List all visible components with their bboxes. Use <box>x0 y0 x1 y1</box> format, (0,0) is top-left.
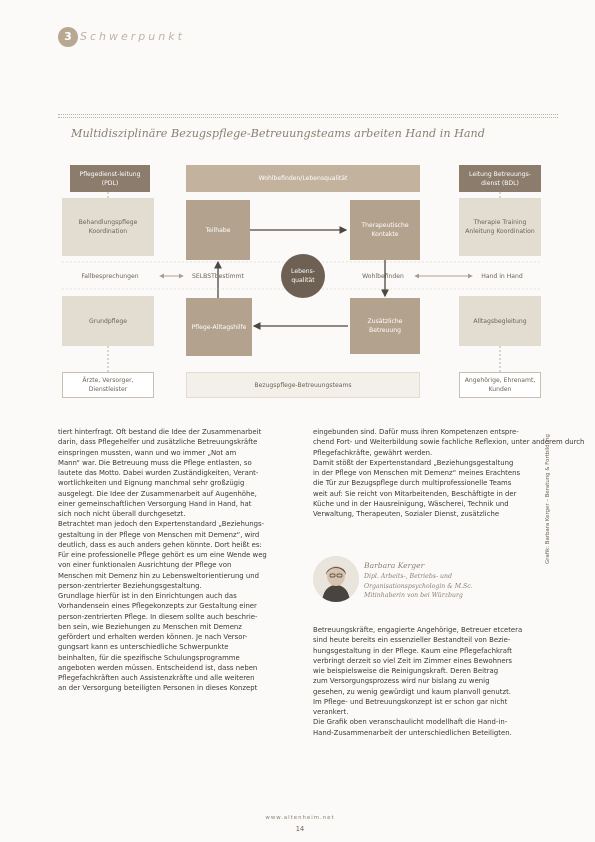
right-column-text-bottom <box>313 625 522 738</box>
label-selbstbestimmt: SELBSTbestimmt <box>192 272 244 280</box>
author-detail-line: Organisationspsychologin & M.Sc. <box>364 582 473 590</box>
box-grundpflege: Grundpflege <box>62 296 154 346</box>
text-line: verbringt derzeit so viel Zeit im Zimmer eines Bewohners <box>313 656 513 665</box>
figure-credit: Grafik: Barbara Kerger – Beratung & Fortbildung <box>545 434 551 564</box>
box-aerzte: Ärzte, Versorger, Dienstleister <box>62 372 154 398</box>
text-line: Die Grafik oben veranschaulicht modellhaft die Hand-in- <box>313 718 508 727</box>
text-line: lautete das Motto. Dabei wurden Zuständigkeiten, Verant- <box>58 469 259 477</box>
text-line: Verwaltung, Therapeuten, Sozialer Dienst, zusätzliche <box>313 510 500 518</box>
circle-lebensqualitaet: Lebens-qualität <box>281 254 325 298</box>
text-line: die Tür zur Bezugspflege durch multiprofessionelle Teams <box>313 479 512 488</box>
text-line: gungsart kann es unterschiedliche Schwerpunkte <box>58 643 229 652</box>
figure-title: Multidisziplinäre Bezugspflege-Betreuungsteams arbeiten Hand in Hand <box>71 127 485 140</box>
text-line: Grundlage hierfür ist in den Einrichtungen auch das <box>58 592 237 600</box>
text-line: Pflegefachkräfte, gewährt werden. <box>313 448 433 457</box>
text-line: einer gemeinschaftlichen Versorgung Hand in Hand, hat <box>58 499 252 508</box>
text-line: Pflegefachkräften auch Assistenzkräfte und alle weiteren <box>58 674 255 682</box>
label-wohlbefinden: Wohlbefinden <box>362 272 404 280</box>
right-column-text-top <box>313 427 584 519</box>
text-line: von einer funktionalen Ausrichtung der Pflege von <box>58 561 232 570</box>
box-zusaetzliche-betreuung: Zusätzliche Betreuung <box>350 298 420 354</box>
text-line: darin, dass Pflegehelfer und zusätzliche Betreuungskräfte <box>58 438 258 447</box>
box-bdl: Leitung Betreuungs-dienst (BDL) <box>459 165 541 192</box>
text-line: Betreuungskräfte, engagierte Angehörige, Betreuer etcetera <box>313 626 523 634</box>
text-line: deutlich, dass es auch anders gehen könnte. Dort heißt es: <box>58 540 262 549</box>
text-line: weit auf: Sie reicht von Mitarbeitenden, Beschäftigte in der <box>313 489 517 498</box>
text-line: beinhalten, für die spezifische Schulungsprogramme <box>58 653 240 662</box>
text-line: einspringen mussten, wann und wo immer „Not am <box>58 448 237 457</box>
author-avatar <box>313 556 359 602</box>
text-line: sind heute bereits ein essenzieller Bestandteil von Bezie- <box>313 636 511 645</box>
text-line: wortlichkeiten und Eignung manchmal sehr großzügig <box>58 479 245 488</box>
text-line: wie beispielsweise die Reinigungskraft. Deren Beitrag <box>313 667 499 675</box>
label-fallbesprechungen: Fallbesprechungen <box>81 272 139 280</box>
box-pdl: Pflegedienst-leitung (PDL) <box>70 165 150 192</box>
text-line: tiert hinterfragt. Oft bestand die Idee der Zusammenarbeit <box>58 428 262 436</box>
person-photo-icon <box>313 556 359 602</box>
box-teilhabe: Teilhabe <box>186 200 250 260</box>
box-angehoerige: Angehörige, Ehrenamt, Kunden <box>459 372 541 398</box>
box-behandlungspflege: Behandlungspflege Koordination <box>62 198 154 256</box>
page-number: 14 <box>295 825 305 833</box>
text-line: verankert. <box>313 708 349 716</box>
box-pflege-alltagshilfe: Pflege-Alltagshilfe <box>186 298 252 356</box>
text-line: Betrachtet man jedoch den Expertenstandard „Beziehungs- <box>58 520 265 529</box>
chapter-title: Schwerpunkt <box>80 30 185 43</box>
text-line: ben sein, wie Beziehungen zu Menschen mit Demenz <box>58 622 242 631</box>
text-line: person-zentrierten Pflege. In diesem sollte auch beschrie- <box>58 612 258 621</box>
text-line: Damit stößt der Expertenstandard „Beziehungsgestaltung <box>313 458 514 467</box>
chapter-number-badge: 3 <box>58 27 78 47</box>
author-detail-line: Dipl. Arbeits-, Betriebs- und <box>364 573 452 580</box>
text-line: Mann“ war. Die Betreuung muss die Pflege entlasten, so <box>58 458 252 467</box>
footer-url[interactable]: www.altenheim.net <box>265 815 335 821</box>
text-line: Menschen mit Demenz hin zu Lebensweltorientierung und <box>58 571 259 580</box>
text-line: angeboten werden müssen. Entscheidend ist, dass neben <box>58 663 258 672</box>
text-line: person-zentrierter Beziehungsgestaltung. <box>58 581 202 590</box>
text-line: sich noch nicht überall durchgesetzt. <box>58 510 186 518</box>
text-line: Im Pflege- und Betreuungskonzept ist er schon gar nicht <box>313 697 508 706</box>
text-line: eingebunden sind. Dafür muss ihren Kompetenzen entspre- <box>313 428 519 436</box>
text-line: Für eine professionelle Pflege gehört es um eine Wende weg <box>58 551 267 559</box>
text-line: an der Versorgung beteiligten Personen in dieses Konzept <box>58 684 258 693</box>
text-line: in der Pflege von Menschen mit Demenz“ meines Erachtens <box>313 469 521 477</box>
text-line: Hand-Zusammenarbeit der unterschiedlichen Beteiligten. <box>313 728 512 737</box>
box-therapie: Therapie Training Anleitung Koordination <box>459 198 541 256</box>
text-line: ausgelegt. Die Idee der Zusammenarbeit auf Augenhöhe, <box>58 489 257 498</box>
text-line: Vorhandensein eines Pflegekonzepts zur Gestaltung einer <box>58 602 257 611</box>
author-name: Barbara Kerger <box>364 561 425 570</box>
text-line: gefördert und erhalten werden können. Je nach Versor- <box>58 633 248 641</box>
author-detail-line: Mitinhaberin von bei Würzburg <box>364 592 463 600</box>
label-hand-in-hand: Hand in Hand <box>481 272 523 280</box>
text-line: zum Versorgungsprozess wird nur bislang zu wenig <box>313 677 490 686</box>
text-line: gestaltung in der Pflege von Menschen mit Demenz“, wird <box>58 530 260 539</box>
box-wellbeing-header: Wohlbefinden/Lebensqualität <box>186 165 420 192</box>
box-therapeutische-kontakte: Therapeutische Kontakte <box>350 200 420 260</box>
box-bezugspflege-teams: Bezugspflege-Betreuungsteams <box>186 372 420 398</box>
text-line: gesehen, zu wenig gewürdigt und kaum planvoll genutzt. <box>313 687 511 696</box>
text-line: hungsgestaltung in der Pflege. Kaum eine Pflegefachkraft <box>313 646 512 655</box>
author-description <box>364 572 473 601</box>
text-line: Küche und in der Hausreinigung, Wäscherei, Technik und <box>313 499 509 508</box>
text-line: chend Fort- und Weiterbildung sowie fachliche Reflexion, unter anderem durch <box>313 438 585 447</box>
box-alltagsbegleitung: Alltagsbegleitung <box>459 296 541 346</box>
left-column-text <box>58 427 267 694</box>
